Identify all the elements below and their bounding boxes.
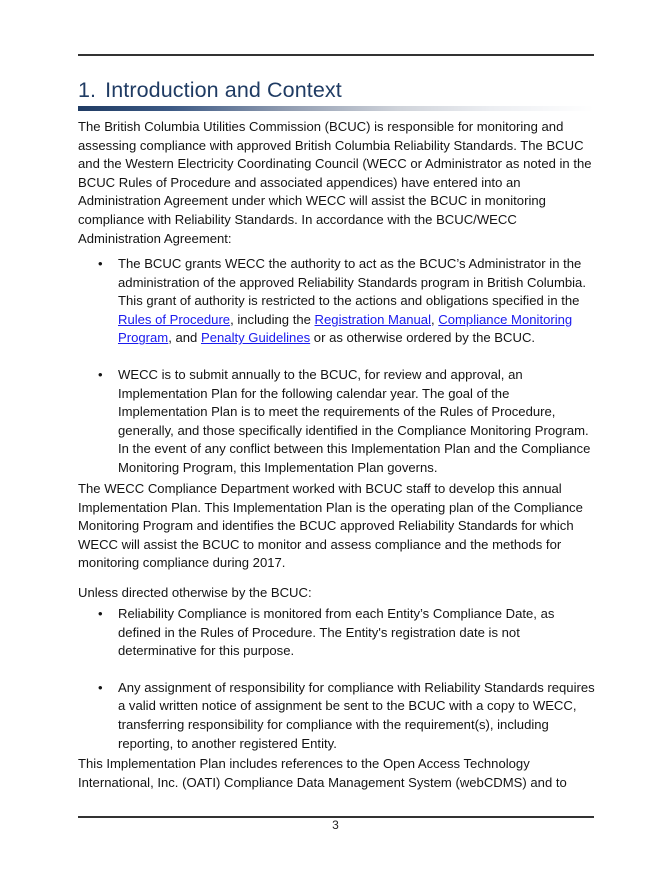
bullet-icon: • (98, 606, 103, 621)
text-run: , including the (230, 311, 315, 327)
list-item (78, 605, 598, 661)
list-item (78, 366, 598, 478)
list-item-text: WECC is to submit annually to the BCUC, for review and approval, an Implementation Plan for the following calendar year. The goal of the Implementation Plan is to meet the requirements of the Rules of Procedure, generally, and those specifically identified in the Compliance Monitoring Program. In the event of any conflict between this Implementation Plan and the Compliance Monitoring Program, this Implementation Plan governs. (118, 366, 591, 475)
list-item-text: Any assignment of responsibility for compliance with Reliability Standards requires a valid written notice of assignment be sent to the BCUC with a copy to WECC, transferring responsibility for compliance with the requirement(s), including reporting, to another registered Entity. (118, 679, 595, 751)
heading-gradient-bar (78, 106, 594, 111)
section-title: Introduction and Context (105, 78, 342, 102)
list-item (78, 255, 598, 348)
section-heading (78, 78, 342, 103)
list-item-text: Reliability Compliance is monitored from each Entity’s Compliance Date, as defined in the Rules of Procedure. The Entity's registration date is not determinative for this purpose. (118, 606, 555, 659)
intro-paragraph: The British Columbia Utilities Commission (BCUC) is responsible for monitoring and assessing compliance with approved British Columbia Reliability Standards. The BCUC and the Western Electricity Coordinating Council (WECC or Administrator as noted in the BCUC Rules of Procedure and associated appendices) have entered into an Administration Agreement under which WECC will assist the BCUC in monitoring compliance with Reliability Standards. In accordance with the BCUC/WECC Administration Agreement: (78, 119, 592, 246)
registration-manual-link[interactable]: Registration Manual (314, 311, 431, 327)
department-paragraph: The WECC Compliance Department worked with BCUC staff to develop this annual Implementation Plan. This Implementation Plan is the operating plan of the Compliance Monitoring Program and identifies the BCUC approved Reliability Standards for which WECC will assist the BCUC to monitor and assess compliance and the methods for monitoring compliance during 2017. (78, 481, 583, 571)
bullet-icon: • (98, 256, 103, 271)
text-run: , and (168, 330, 201, 346)
text-run: or as otherwise ordered by the BCUC. (310, 330, 536, 346)
directive-bullet-list (78, 605, 598, 753)
agreement-bullet-list (78, 255, 598, 478)
bullet-icon: • (98, 366, 103, 382)
bullet-icon: • (98, 679, 103, 695)
list-item (78, 679, 598, 753)
page-number: 3 (332, 818, 339, 832)
list-item-text (118, 256, 586, 345)
compliance-monitoring-program-link[interactable]: Compliance Monitoring Program (118, 311, 573, 346)
header-rule (78, 54, 594, 56)
rules-of-procedure-link[interactable]: Rules of Procedure (118, 311, 231, 327)
penalty-guidelines-link[interactable]: Penalty Guidelines (200, 330, 311, 346)
text-run: , (431, 311, 439, 327)
text-run: The BCUC grants WECC the authority to act as the BCUC’s Administrator in the administration of the approved Reliability Standards program in British Columbia. This grant of authority is restricted to the actions and obligations specified in the (118, 256, 586, 309)
references-paragraph: This Implementation Plan includes references to the Open Access Technology International, Inc. (OATI) Compliance Data Management System (webCDMS) and to (78, 756, 567, 790)
unless-directed-paragraph: Unless directed otherwise by the BCUC: (78, 585, 312, 600)
section-number: 1. (78, 78, 97, 102)
